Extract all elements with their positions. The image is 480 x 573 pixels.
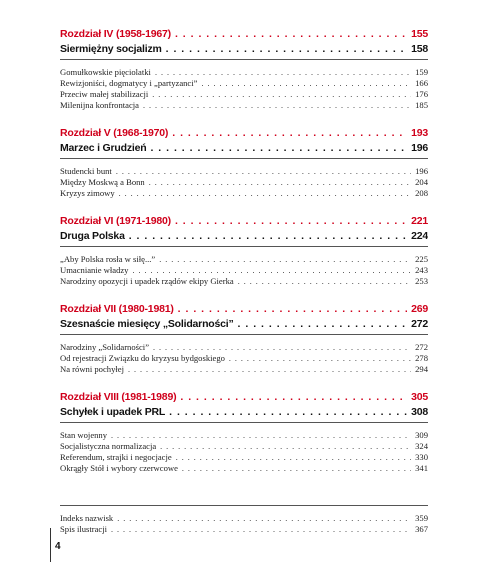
toc-item-page: 324 bbox=[415, 441, 428, 451]
dot-leader bbox=[155, 67, 411, 78]
toc-item-label: Kryzys zimowy bbox=[60, 188, 115, 198]
toc-item-page: 208 bbox=[415, 188, 428, 198]
toc-item-label: Socjalistyczna normalizacja bbox=[60, 441, 157, 451]
toc-item-label: Indeks nazwisk bbox=[60, 513, 114, 523]
toc-item[interactable] bbox=[60, 78, 428, 89]
toc-item-label: „Aby Polska rosła w siłę...” bbox=[60, 254, 156, 264]
dot-leader bbox=[229, 353, 411, 364]
toc-item-page: 253 bbox=[415, 276, 428, 286]
toc-item[interactable] bbox=[60, 254, 428, 265]
chapter-subtitle-label: Siermiężny socjalizm bbox=[60, 43, 162, 55]
toc-item-label: Spis ilustracji bbox=[60, 524, 108, 534]
divider bbox=[60, 158, 428, 159]
chapter-subtitle-page: 158 bbox=[411, 43, 428, 55]
toc-item[interactable] bbox=[60, 100, 428, 111]
toc-item-label: Od rejestracji Związku do kryzysu bydgoskiego bbox=[60, 353, 225, 363]
chapter-title-page: 305 bbox=[411, 391, 428, 403]
toc-item[interactable] bbox=[60, 177, 428, 188]
divider bbox=[60, 422, 428, 423]
dot-leader bbox=[180, 390, 407, 405]
toc-item-page: 330 bbox=[415, 452, 428, 462]
chapter-title-label: Rozdział VI (1971-1980) bbox=[60, 215, 171, 227]
divider bbox=[60, 59, 428, 60]
dot-leader bbox=[111, 524, 411, 535]
chapter-title[interactable] bbox=[60, 27, 428, 42]
chapter-title-page: 155 bbox=[411, 28, 428, 40]
toc-item[interactable] bbox=[60, 276, 428, 287]
chapter-title-page: 193 bbox=[411, 127, 428, 139]
toc-item[interactable] bbox=[60, 364, 428, 375]
toc-item-label: Okrągły Stół i wybory czerwcowe bbox=[60, 463, 178, 473]
dot-leader bbox=[149, 177, 411, 188]
toc-item[interactable] bbox=[60, 463, 428, 474]
toc-item[interactable] bbox=[60, 342, 428, 353]
chapter-subtitle-label: Szesnaście miesięcy „Solidarności” bbox=[60, 318, 234, 330]
toc-item-page: 367 bbox=[415, 524, 428, 534]
dot-leader bbox=[129, 229, 407, 244]
dot-leader bbox=[169, 405, 407, 420]
toc-item[interactable] bbox=[60, 452, 428, 463]
toc-item-label: Gomułkowskie pięciolatki bbox=[60, 67, 151, 77]
chapter-subtitle-label: Schyłek i upadek PRL bbox=[60, 406, 166, 418]
dot-leader bbox=[153, 342, 411, 353]
margin-rule bbox=[50, 528, 51, 562]
dot-leader bbox=[175, 214, 407, 229]
toc-item[interactable] bbox=[60, 89, 428, 100]
toc-item-label: Referendum, strajki i negocjacje bbox=[60, 452, 172, 462]
chapter-subtitle-label: Druga Polska bbox=[60, 230, 125, 242]
toc-item-label: Między Moskwą a Bonn bbox=[60, 177, 145, 187]
table-of-contents bbox=[60, 27, 428, 535]
dot-leader bbox=[178, 302, 407, 317]
chapter-subtitle[interactable] bbox=[60, 42, 428, 57]
toc-item-page: 272 bbox=[415, 342, 428, 352]
toc-item[interactable] bbox=[60, 188, 428, 199]
toc-item[interactable] bbox=[60, 441, 428, 452]
chapter-subtitle-label: Marzec i Grudzień bbox=[60, 142, 147, 154]
toc-item-label: Narodziny „Solidarności” bbox=[60, 342, 150, 352]
chapter-title-label: Rozdział IV (1958-1967) bbox=[60, 28, 171, 40]
dot-leader bbox=[160, 441, 411, 452]
chapter-subtitle-page: 196 bbox=[411, 142, 428, 154]
dot-leader bbox=[201, 78, 411, 89]
toc-item-label: Przeciw małej stabilizacji bbox=[60, 89, 149, 99]
chapter-vi bbox=[60, 214, 428, 287]
chapter-subtitle[interactable] bbox=[60, 229, 428, 244]
toc-item-page: 176 bbox=[415, 89, 428, 99]
chapter-title-page: 269 bbox=[411, 303, 428, 315]
toc-item-label: Narodziny opozycji i upadek rządów ekipy Gierka bbox=[60, 276, 234, 286]
dot-leader bbox=[172, 126, 407, 141]
appendix bbox=[60, 505, 428, 535]
dot-leader bbox=[128, 364, 411, 375]
dot-leader bbox=[117, 513, 411, 524]
toc-item-page: 196 bbox=[415, 166, 428, 176]
toc-item[interactable] bbox=[60, 265, 428, 276]
toc-item-page: 166 bbox=[415, 78, 428, 88]
spacer bbox=[60, 489, 428, 503]
dot-leader bbox=[150, 141, 407, 156]
toc-item-label: Milenijna konfrontacja bbox=[60, 100, 139, 110]
dot-leader bbox=[111, 430, 411, 441]
toc-item-page: 225 bbox=[415, 254, 428, 264]
dot-leader bbox=[176, 452, 411, 463]
toc-item-label: Umacnianie władzy bbox=[60, 265, 129, 275]
chapter-title[interactable] bbox=[60, 302, 428, 317]
divider bbox=[60, 246, 428, 247]
toc-item[interactable] bbox=[60, 67, 428, 78]
dot-leader bbox=[166, 42, 407, 57]
dot-leader bbox=[132, 265, 411, 276]
divider bbox=[60, 334, 428, 335]
toc-item-page: 294 bbox=[415, 364, 428, 374]
chapter-title[interactable] bbox=[60, 126, 428, 141]
chapter-viii bbox=[60, 390, 428, 474]
chapter-title-label: Rozdział VIII (1981-1989) bbox=[60, 391, 177, 403]
dot-leader bbox=[119, 188, 411, 199]
chapter-title[interactable] bbox=[60, 214, 428, 229]
chapter-iv bbox=[60, 27, 428, 111]
toc-item[interactable] bbox=[60, 513, 428, 524]
chapter-subtitle-page: 224 bbox=[411, 230, 428, 242]
dot-leader bbox=[116, 166, 411, 177]
chapter-title-label: Rozdział V (1968-1970) bbox=[60, 127, 169, 139]
toc-item-label: Na równi pochyłej bbox=[60, 364, 124, 374]
toc-item-page: 185 bbox=[415, 100, 428, 110]
chapter-v bbox=[60, 126, 428, 199]
dot-leader bbox=[182, 463, 411, 474]
chapter-title-label: Rozdział VII (1980-1981) bbox=[60, 303, 174, 315]
dot-leader bbox=[152, 89, 411, 100]
dot-leader bbox=[159, 254, 411, 265]
chapter-title-page: 221 bbox=[411, 215, 428, 227]
dot-leader bbox=[175, 27, 407, 42]
dot-leader bbox=[238, 317, 408, 332]
toc-item-page: 341 bbox=[415, 463, 428, 473]
chapter-subtitle-page: 308 bbox=[411, 406, 428, 418]
page-number: 4 bbox=[55, 541, 61, 552]
toc-item[interactable] bbox=[60, 166, 428, 177]
toc-item-page: 243 bbox=[415, 265, 428, 275]
toc-item-label: Stan wojenny bbox=[60, 430, 108, 440]
divider bbox=[60, 505, 428, 506]
toc-item-page: 309 bbox=[415, 430, 428, 440]
chapter-subtitle-page: 272 bbox=[411, 318, 428, 330]
toc-item[interactable] bbox=[60, 353, 428, 364]
toc-item-page: 278 bbox=[415, 353, 428, 363]
toc-item-page: 204 bbox=[415, 177, 428, 187]
chapter-subtitle[interactable] bbox=[60, 317, 428, 332]
chapter-subtitle[interactable] bbox=[60, 405, 428, 420]
chapter-vii bbox=[60, 302, 428, 375]
toc-item-label: Studencki bunt bbox=[60, 166, 112, 176]
toc-item-page: 159 bbox=[415, 67, 428, 77]
toc-item-label: Rewizjoniści, dogmatycy i „partyzanci” bbox=[60, 78, 198, 88]
toc-item-page: 359 bbox=[415, 513, 428, 523]
chapter-subtitle[interactable] bbox=[60, 141, 428, 156]
toc-item[interactable] bbox=[60, 524, 428, 535]
chapter-title[interactable] bbox=[60, 390, 428, 405]
toc-item[interactable] bbox=[60, 430, 428, 441]
dot-leader bbox=[238, 276, 411, 287]
dot-leader bbox=[143, 100, 411, 111]
